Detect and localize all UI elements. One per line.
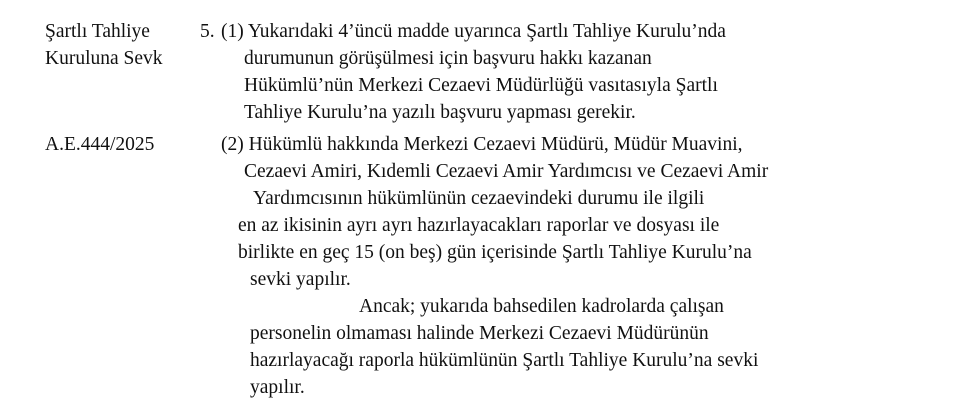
margin-heading-line-1: Şartlı Tahliye: [45, 21, 150, 42]
para2-line: en az ikisinin ayrı ayrı hazırlayacakları raporlar ve dosyası ile: [238, 215, 720, 236]
para1-line: Hükümlü’nün Merkezi Cezaevi Müdürlüğü vasıtasıyla Şartlı: [244, 75, 718, 96]
para2-line: sevki yapılır.: [250, 269, 351, 290]
margin-heading-line-2: Kuruluna Sevk: [45, 48, 163, 69]
para2-line: yapılır.: [250, 377, 305, 398]
para1-line: (1) Yukarıdaki 4’üncü madde uyarınca Şartlı Tahliye Kurulu’nda: [221, 21, 726, 42]
para2-line: Cezaevi Amiri, Kıdemli Cezaevi Amir Yardımcısı ve Cezaevi Amir: [244, 161, 769, 182]
para2-line: (2) Hükümlü hakkında Merkezi Cezaevi Müdürü, Müdür Muavini,: [221, 134, 743, 155]
article-number: 5.: [200, 21, 215, 42]
para2-line: Yardımcısının hükümlünün cezaevindeki durumu ile ilgili: [253, 188, 705, 209]
margin-reference-number: A.E.444/2025: [45, 134, 155, 155]
para2-line: personelin olmaması halinde Merkezi Cezaevi Müdürünün: [250, 323, 709, 344]
para1-line: durumunun görüşülmesi için başvuru hakkı kazanan: [244, 48, 652, 69]
para2-line: hazırlayacağı raporla hükümlünün Şartlı Tahliye Kurulu’na sevki: [250, 350, 759, 371]
para2-line: Ancak; yukarıda bahsedilen kadrolarda çalışan: [359, 296, 724, 317]
para2-line: birlikte en geç 15 (on beş) gün içerisinde Şartlı Tahliye Kurulu’na: [238, 242, 752, 263]
para1-line: Tahliye Kurulu’na yazılı başvuru yapması gerekir.: [244, 102, 636, 123]
